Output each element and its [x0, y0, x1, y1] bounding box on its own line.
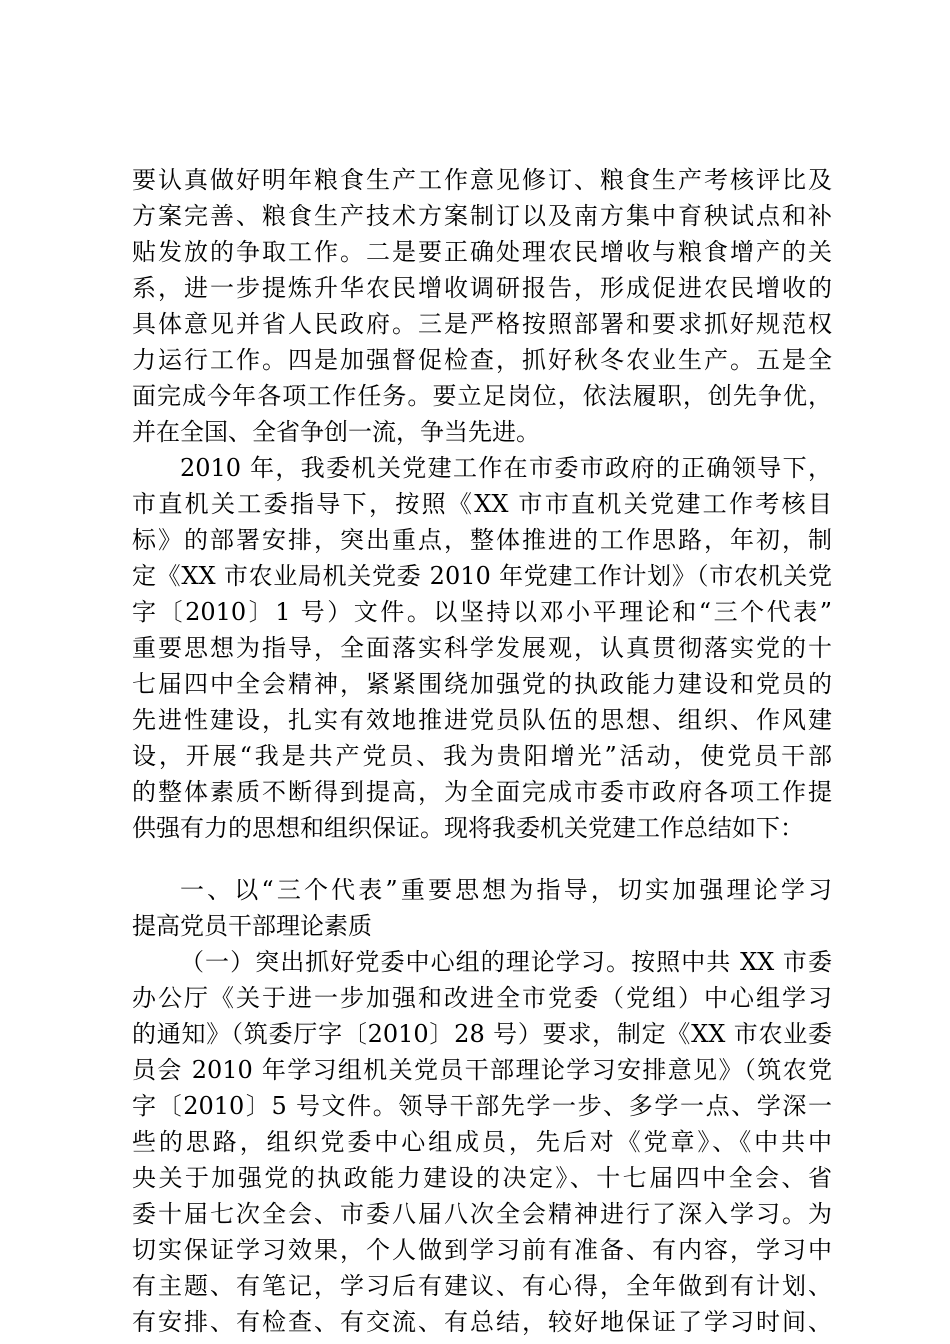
text-line: 2010 年，我委机关党建工作在市委市政府的正确领导下，	[180, 454, 832, 482]
heading-line: 一、以“三个代表”重要思想为指导，切实加强理论学习	[180, 876, 832, 904]
text-line: 力运行工作。四是加强督促检查，抓好秋冬农业生产。五是全	[132, 346, 832, 374]
text-line: 要认真做好明年粮食生产工作意见修订、粮食生产考核评比及	[132, 166, 832, 194]
text-line: 有主题、有笔记，学习后有建议、有心得，全年做到有计划、	[132, 1272, 832, 1300]
text-line: 方案完善、粮食生产技术方案制订以及南方集中育秧试点和补	[132, 202, 832, 230]
text-line: 员会 2010 年学习组机关党员干部理论学习安排意见》（筑农党	[132, 1056, 832, 1084]
text-line: 面完成今年各项工作任务。要立足岗位，依法履职，创先争优，	[132, 382, 832, 410]
text-line: 设，开展“我是共产党员、我为贵阳增光”活动，使党员干部	[132, 742, 832, 770]
text-line: 具体意见并省人民政府。三是严格按照部署和要求抓好规范权	[132, 310, 832, 338]
text-line: 系，进一步提炼升华农民增收调研报告，形成促进农民增收的	[132, 274, 832, 302]
text-line: 重要思想为指导，全面落实科学发展观，认真贯彻落实党的十	[132, 634, 832, 662]
text-line: 央关于加强党的执政能力建设的决定》、十七届四中全会、省	[132, 1164, 832, 1192]
heading-line: 提高党员干部理论素质	[132, 912, 372, 940]
text-line: 字〔2010〕1 号）文件。以坚持以邓小平理论和“三个代表”	[132, 598, 832, 626]
text-line: 定《XX 市农业局机关党委 2010 年党建工作计划》（市农机关党	[132, 562, 832, 590]
paragraph-spacer	[132, 846, 832, 872]
text-line: 有安排、有检查、有交流、有总结，较好地保证了学习时间、	[132, 1308, 832, 1336]
paragraph-3	[132, 944, 832, 1340]
text-line: 切实保证学习效果，个人做到学习前有准备、有内容，学习中	[132, 1236, 832, 1264]
text-line: 并在全国、全省争创一流，争当先进。	[132, 418, 540, 446]
text-line: 办公厅《关于进一步加强和改进全市党委（党组）中心组学习	[132, 984, 832, 1012]
paragraph-1	[132, 162, 832, 450]
text-line: 委十届七次全会、市委八届八次全会精神进行了深入学习。为	[132, 1200, 832, 1228]
text-line: 贴发放的争取工作。二是要正确处理农民增收与粮食增产的关	[132, 238, 832, 266]
text-line: （一）突出抓好党委中心组的理论学习。按照中共 XX 市委	[180, 948, 832, 976]
text-line: 些的思路，组织党委中心组成员，先后对《党章》、《中共中	[132, 1128, 832, 1156]
text-line: 先进性建设，扎实有效地推进党员队伍的思想、组织、作风建	[132, 706, 832, 734]
text-line: 字〔2010〕5 号文件。领导干部先学一步、多学一点、学深一	[132, 1092, 832, 1120]
text-line: 的通知》（筑委厅字〔2010〕28 号）要求，制定《XX 市农业委	[132, 1020, 832, 1048]
paragraph-2	[132, 450, 832, 846]
text-line: 标》的部署安排，突出重点，整体推进的工作思路，年初，制	[132, 526, 832, 554]
text-line: 供强有力的思想和组织保证。现将我委机关党建工作总结如下：	[132, 814, 804, 842]
text-line: 的整体素质不断得到提高，为全面完成市委市政府各项工作提	[132, 778, 832, 806]
text-line: 市直机关工委指导下，按照《XX 市市直机关党建工作考核目	[132, 490, 832, 518]
section-heading-1	[132, 872, 832, 944]
text-line: 七届四中全会精神，紧紧围绕加强党的执政能力建设和党员的	[132, 670, 832, 698]
document-page	[132, 162, 832, 1340]
